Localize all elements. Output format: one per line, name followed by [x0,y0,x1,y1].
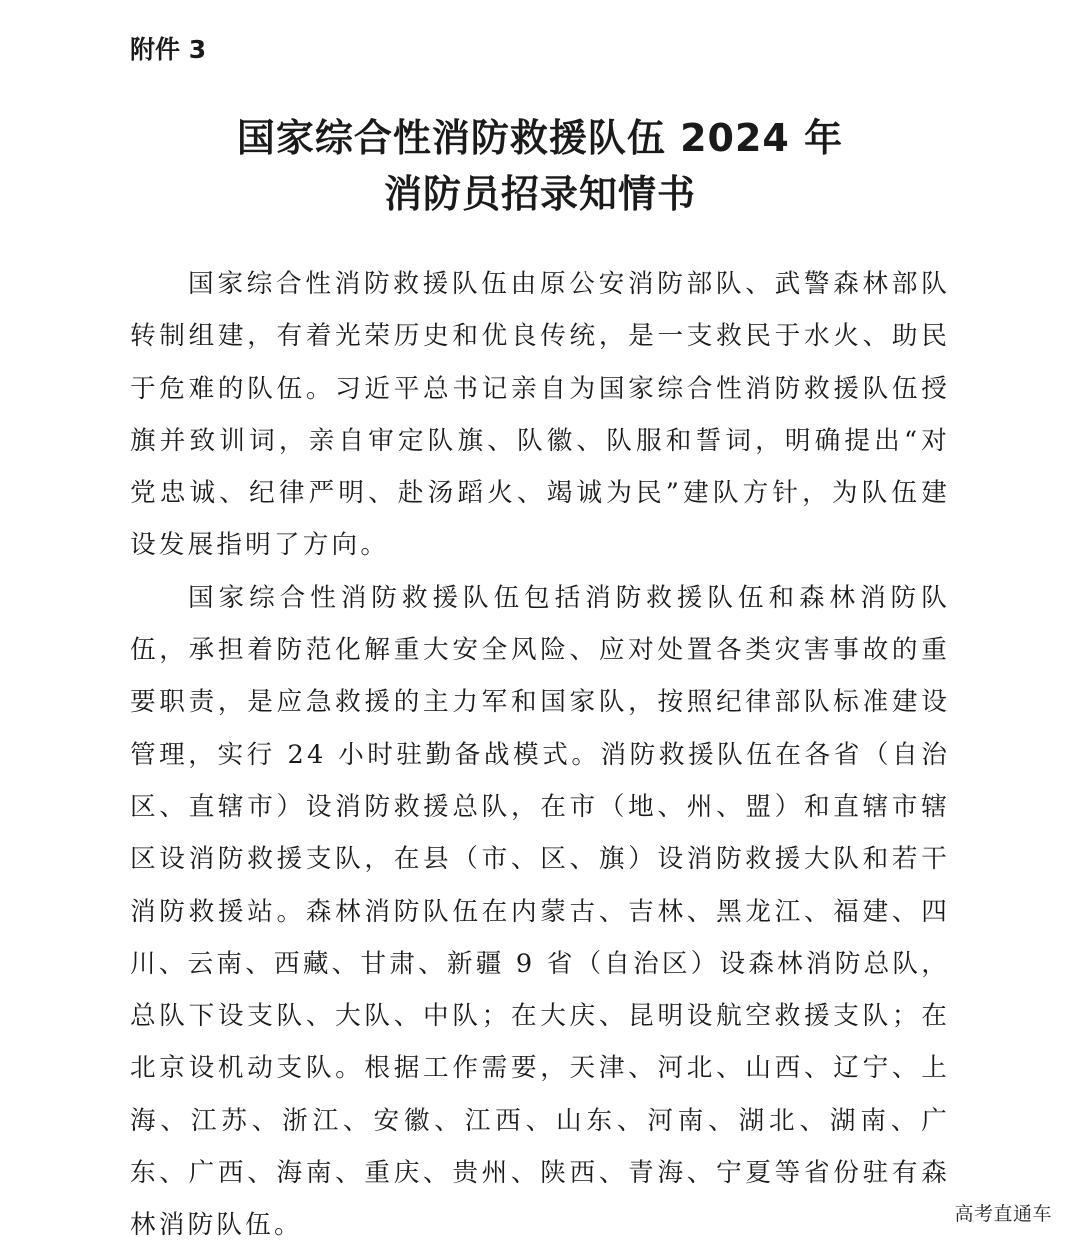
document-body [130,258,950,1252]
paragraph-2: 国家综合性消防救援队伍包括消防救援队伍和森林消防队伍，承担着防范化解重大安全风险、应对处置各类灾害事故的重要职责，是应急救援的主力军和国家队，按照纪律部队标准建设管理，实行 24 小时驻勤备战模式。消防救援队伍在各省（自治区、直辖市）设消防救援总队，在市（地、州、盟）和直辖市辖区设消防救援支队，在县（市、区、旗）设消防救援大队和若干消防救援站。森林消防队伍在内蒙古、吉林、黑龙江、福建、四川、云南、西藏、甘肃、新疆 9 省（自治区）设森林消防总队，总队下设支队、大队、中队；在大庆、昆明设航空救援支队；在北京设机动支队。根据工作需要，天津、河北、山西、辽宁、上海、江苏、浙江、安徽、江西、山东、河南、湖北、湖南、广东、广西、海南、重庆、贵州、陕西、青海、宁夏等省份驻有森林消防队伍。 [130,582,950,1241]
title-line-2: 消防员招录知情书 [383,172,696,216]
title-line-1: 国家综合性消防救援队伍 2024 年 [236,116,844,160]
attachment-label: 附件 3 [130,35,207,64]
source-watermark: 高考直通车 [954,1203,1052,1225]
document-title [0,110,1080,222]
paragraph-1: 国家综合性消防救援队伍由原公安消防部队、武警森林部队转制组建，有着光荣历史和优良传统，是一支救民于水火、助民于危难的队伍。习近平总书记亲自为国家综合性消防救援队伍授旗并致训词，亲自审定队旗、队徽、队服和誓词，明确提出“对党忠诚、纪律严明、赴汤蹈火、竭诚为民”建队方针，为队伍建设发展指明了方向。 [130,269,950,561]
